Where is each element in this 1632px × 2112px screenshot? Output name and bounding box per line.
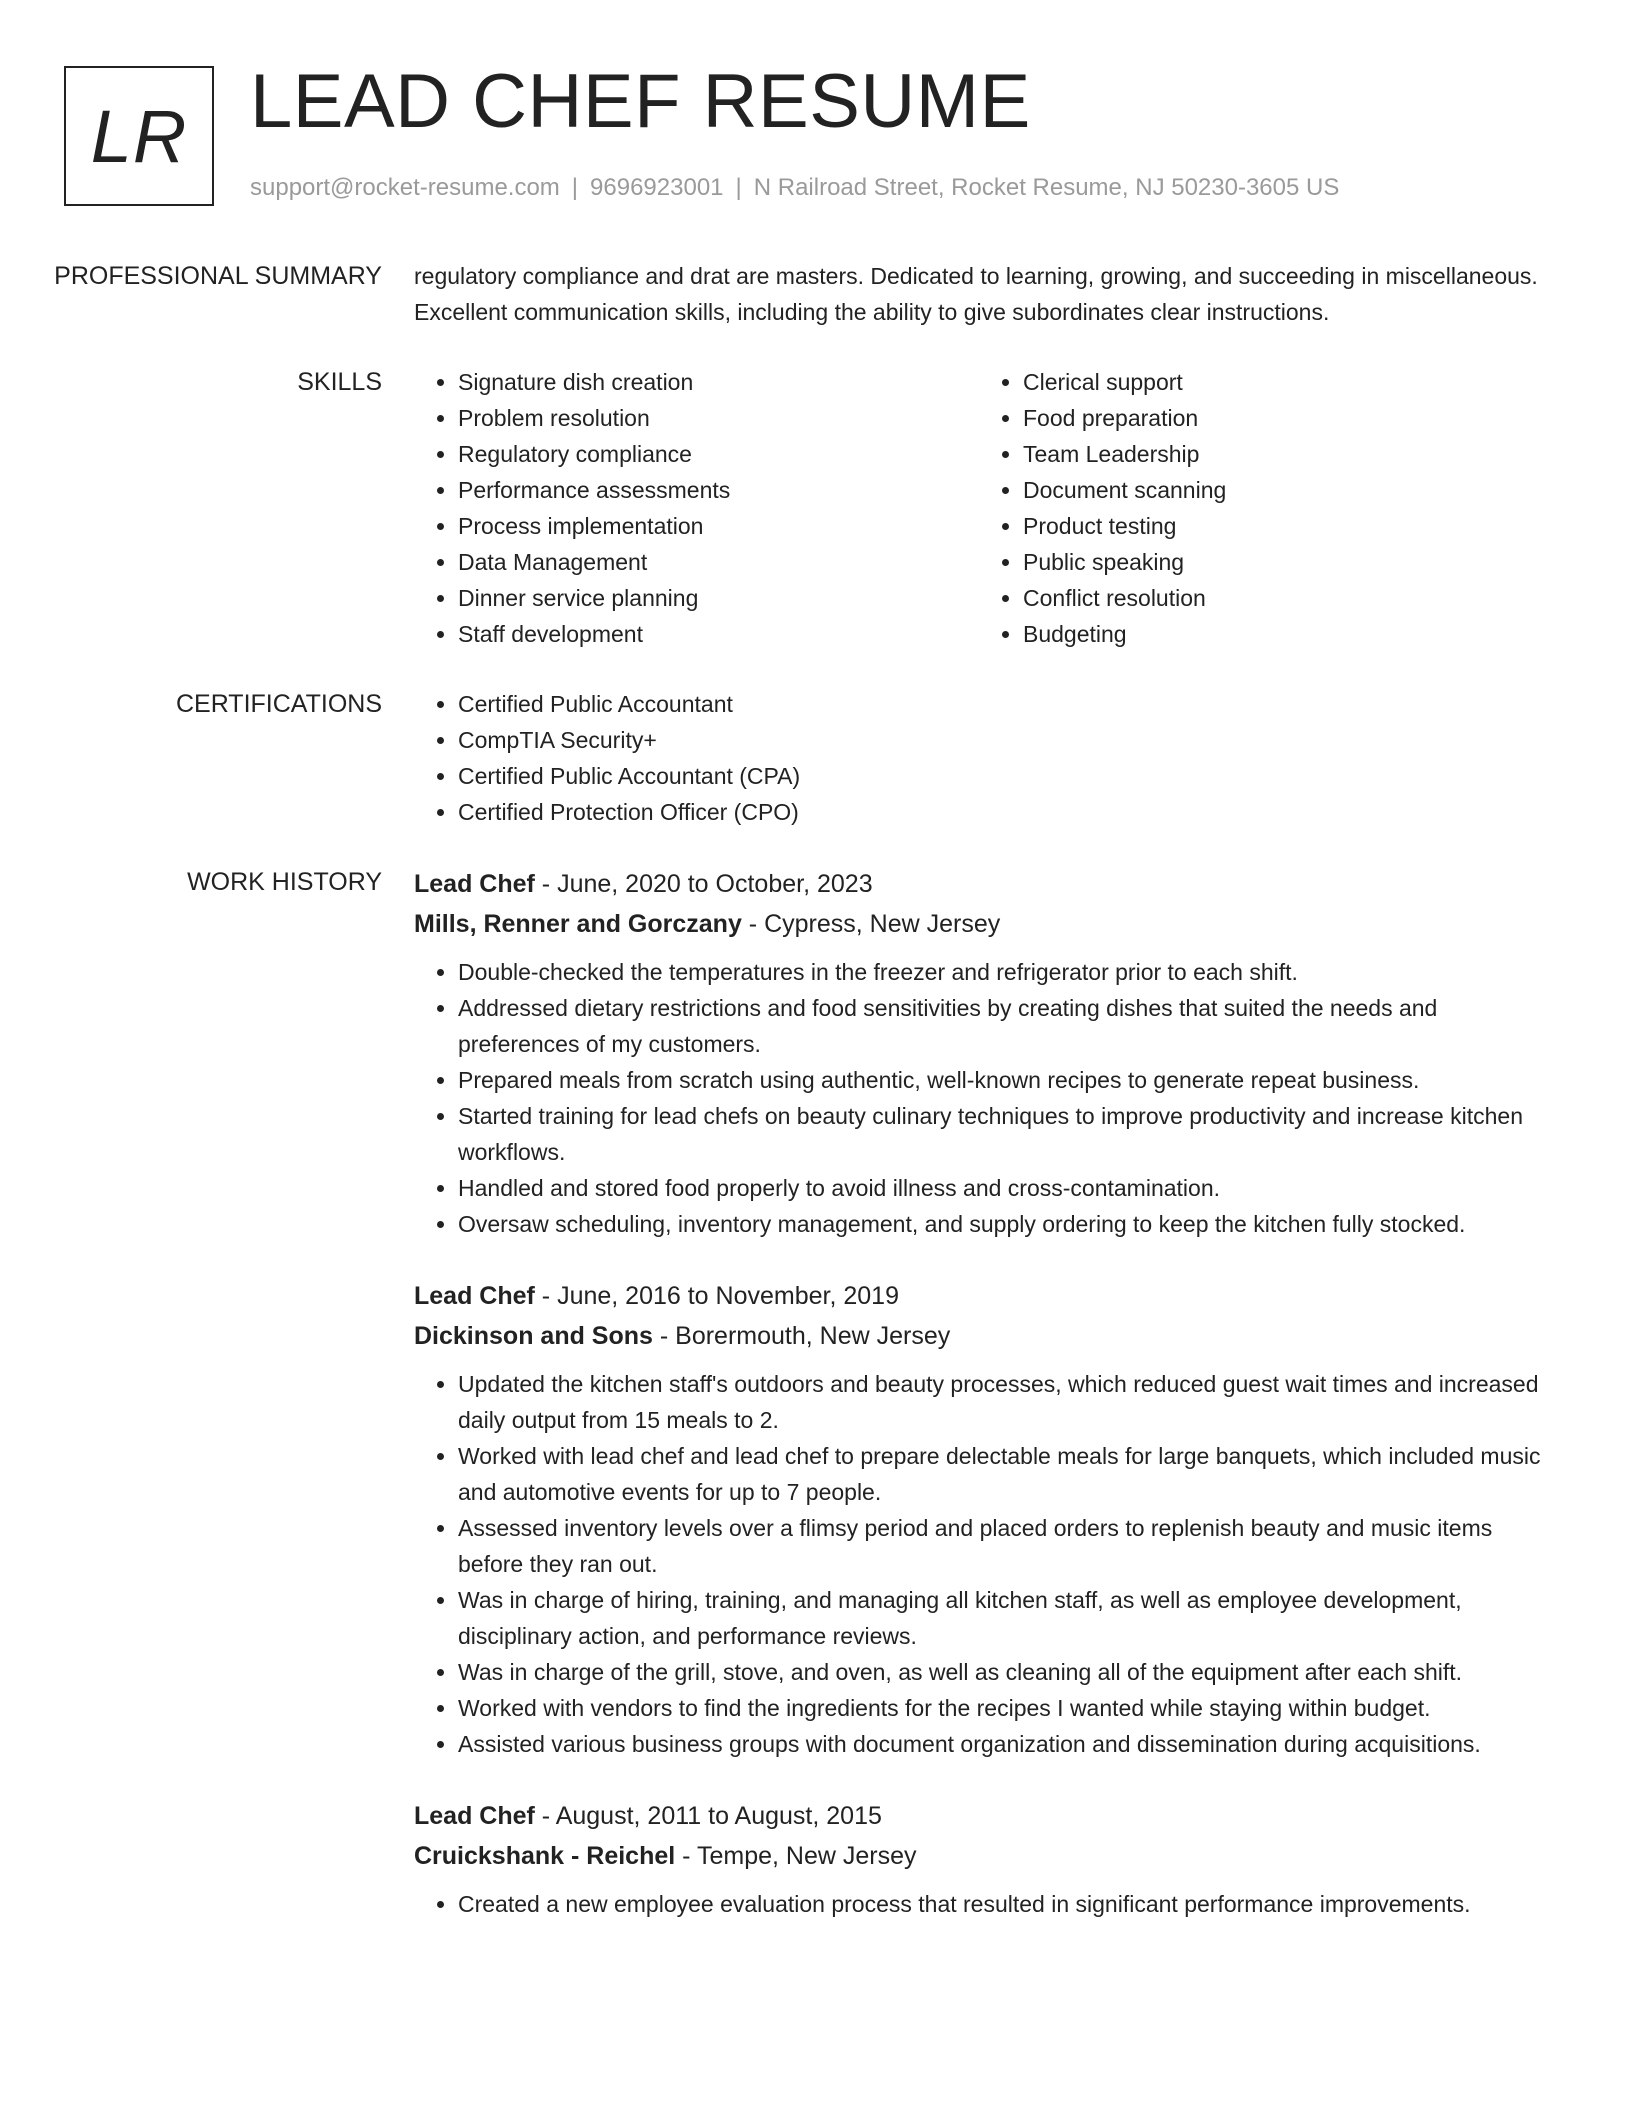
monogram-logo <box>64 66 214 206</box>
job-title: Lead Chef <box>414 1282 535 1310</box>
section-body <box>414 686 1544 830</box>
job-dates: - August, 2011 to August, 2015 <box>534 1802 882 1830</box>
skills-list-left <box>414 364 979 652</box>
section-body <box>414 864 1544 1956</box>
job-bullet: • Created a new employee evaluation process that resulted in significant performance improvements. <box>458 1886 1544 1922</box>
skill-item: • Public speaking <box>1023 544 1544 580</box>
skill-item: • Process implementation <box>458 508 979 544</box>
job-entry <box>414 1276 1544 1762</box>
skill-item: • Document scanning <box>1023 472 1544 508</box>
job-company: Cruickshank - Reichel <box>414 1842 676 1870</box>
certification-item: • CompTIA Security+ <box>458 722 1544 758</box>
job-company-line <box>414 904 1544 944</box>
job-bullet: • Started training for lead chefs on beauty culinary techniques to improve productivity and increase kitchen workflows. <box>458 1098 1544 1170</box>
skills-columns <box>414 364 1544 652</box>
job-entry <box>414 1796 1544 1922</box>
job-location: - Cypress, New Jersey <box>741 910 1001 938</box>
job-title: Lead Chef <box>414 870 535 898</box>
job-company-line <box>414 1316 1544 1356</box>
job-company-line <box>414 1836 1544 1876</box>
section-work-history <box>0 864 1632 1956</box>
job-title-line <box>414 1796 1544 1836</box>
contact-line <box>250 174 1339 202</box>
job-bullet: • Assessed inventory levels over a flimsy period and placed orders to replenish beauty and music items before they ran out. <box>458 1510 1544 1582</box>
job-title-line <box>414 864 1544 904</box>
skill-item: • Performance assessments <box>458 472 979 508</box>
section-professional-summary <box>0 258 1632 330</box>
certification-item: • Certified Protection Officer (CPO) <box>458 794 1544 830</box>
job-bullet: • Double-checked the temperatures in the freezer and refrigerator prior to each shift. <box>458 954 1544 990</box>
job-entry <box>414 864 1544 1242</box>
job-bullet: • Handled and stored food properly to avoid illness and cross-contamination. <box>458 1170 1544 1206</box>
section-label: CERTIFICATIONS <box>175 690 382 718</box>
skill-item: • Budgeting <box>1023 616 1544 652</box>
contact-phone: 9696923001 <box>590 174 724 201</box>
section-label: SKILLS <box>297 368 382 396</box>
skill-item: • Team Leadership <box>1023 436 1544 472</box>
certification-item: • Certified Public Accountant <box>458 686 1544 722</box>
skill-item: • Product testing <box>1023 508 1544 544</box>
skill-item: • Staff development <box>458 616 979 652</box>
job-dates: - June, 2020 to October, 2023 <box>534 870 873 898</box>
job-bullets <box>414 954 1544 1242</box>
skills-list-right <box>979 364 1544 652</box>
summary-text: regulatory compliance and drat are masters. Dedicated to learning, growing, and succeeding in miscellaneous. Excellent communication skills, including the ability to give subordinates clear instructions. <box>414 263 1538 325</box>
contact-separator: | <box>571 174 579 201</box>
job-location: - Tempe, New Jersey <box>675 1842 917 1870</box>
certifications-list <box>414 686 1544 830</box>
job-bullet: • Oversaw scheduling, inventory management, and supply ordering to keep the kitchen fully stocked. <box>458 1206 1544 1242</box>
job-bullet: • Addressed dietary restrictions and food sensitivities by creating dishes that suited the needs and preferences of my customers. <box>458 990 1544 1062</box>
job-bullet: • Was in charge of the grill, stove, and oven, as well as cleaning all of the equipment after each shift. <box>458 1654 1544 1690</box>
contact-separator: | <box>735 174 742 201</box>
skill-item: • Problem resolution <box>458 400 979 436</box>
monogram-text: LR <box>90 94 188 178</box>
skill-item: • Signature dish creation <box>458 364 979 400</box>
skill-item: • Food preparation <box>1023 400 1544 436</box>
section-certifications <box>0 686 1632 830</box>
section-body <box>414 258 1544 330</box>
contact-address: N Railroad Street, Rocket Resume, NJ 50230-3605 US <box>753 174 1340 201</box>
job-company: Dickinson and Sons <box>414 1322 653 1350</box>
job-bullet: • Assisted various business groups with document organization and dissemination during acquisitions. <box>458 1726 1544 1762</box>
resume-sections <box>0 258 1632 1990</box>
job-bullets <box>414 1886 1544 1922</box>
job-bullet: • Updated the kitchen staff's outdoors and beauty processes, which reduced guest wait times and increased daily output from 15 meals to 2. <box>458 1366 1544 1438</box>
job-bullet: • Prepared meals from scratch using authentic, well-known recipes to generate repeat business. <box>458 1062 1544 1098</box>
skill-item: • Data Management <box>458 544 979 580</box>
job-company: Mills, Renner and Gorczany <box>414 910 742 938</box>
skill-item: • Conflict resolution <box>1023 580 1544 616</box>
job-bullets <box>414 1366 1544 1762</box>
job-bullet: • Worked with lead chef and lead chef to prepare delectable meals for large banquets, which included music and automotive events for up to 7 people. <box>458 1438 1544 1510</box>
job-title-line <box>414 1276 1544 1316</box>
contact-email: support@rocket-resume.com <box>250 174 560 201</box>
job-dates: - June, 2016 to November, 2019 <box>534 1282 899 1310</box>
certification-item: • Certified Public Accountant (CPA) <box>458 758 1544 794</box>
skill-item: • Clerical support <box>1023 364 1544 400</box>
skill-item: • Dinner service planning <box>458 580 979 616</box>
job-bullet: • Was in charge of hiring, training, and managing all kitchen staff, as well as employee development, disciplinary action, and performance reviews. <box>458 1582 1544 1654</box>
job-location: - Borermouth, New Jersey <box>652 1322 951 1350</box>
resume-title: LEAD CHEF RESUME <box>250 59 1031 144</box>
section-label: PROFESSIONAL SUMMARY <box>54 262 382 290</box>
section-skills <box>0 364 1632 652</box>
job-title: Lead Chef <box>414 1802 535 1830</box>
job-bullet: • Worked with vendors to find the ingredients for the recipes I wanted while staying within budget. <box>458 1690 1544 1726</box>
skill-item: • Regulatory compliance <box>458 436 979 472</box>
section-label: WORK HISTORY <box>187 868 382 896</box>
